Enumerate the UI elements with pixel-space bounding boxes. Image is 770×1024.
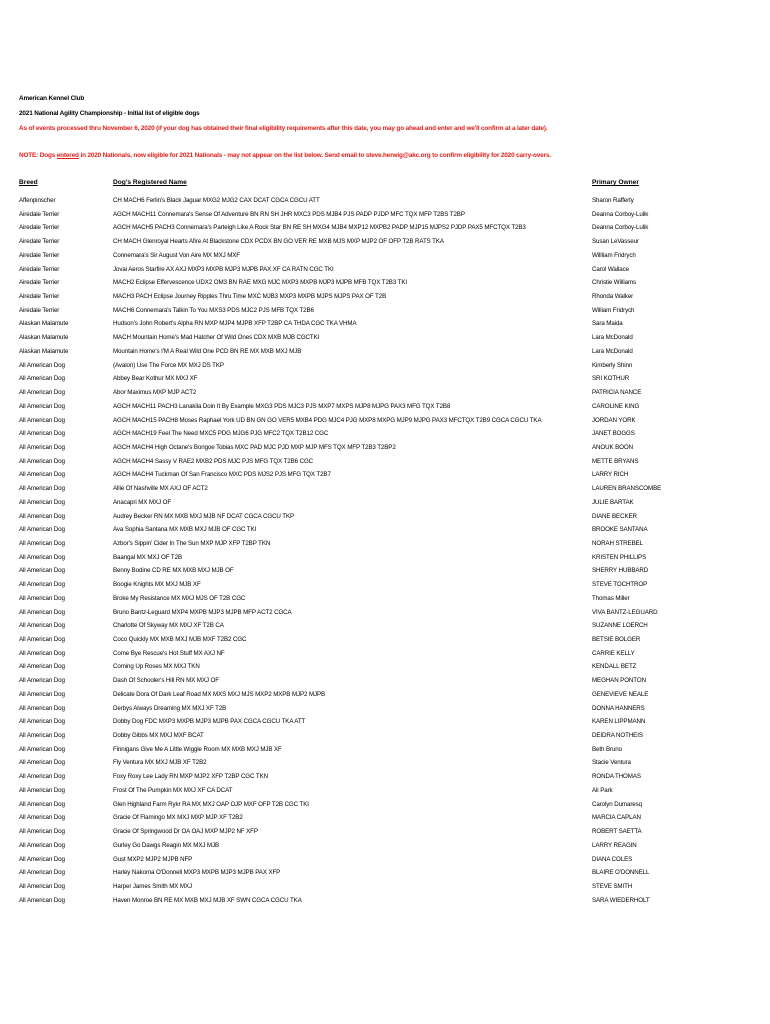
breed-cell: All American Dog [19,581,65,589]
table-row [0,606,770,620]
table-row [0,798,770,812]
owner-cell: SARA WIEDERHOLT [592,896,650,904]
owner-cell: JANET BOGGS [592,430,635,438]
note-underlined: entered [56,152,79,159]
eligible-dogs-table [0,194,770,907]
table-row [0,331,770,345]
breed-cell: Airedale Terrier [19,238,60,246]
processed-note: As of events processed thru November 6, 2020 (if your dog has obtained their final eligibility requirements after this date, you may go ahead and enter and we'll confirm at a later date). [19,125,548,132]
dog-name-cell: MACH2 Eclipse Effervescence UDX2 OM3 BN RAE MXG MJC MXP3 MXPB MJP3 MJPB MFB TQX T2B3 TKI [113,279,408,287]
table-row [0,249,770,263]
dog-name-cell: CH MACH Glenroyal Hearts Afire At Blackstone CDX PCDX BN GO VER RE MXB MJS MXP MJP2 OF OFP T2B RATS TKA [113,238,444,246]
breed-cell: All American Dog [19,361,65,369]
breed-cell: All American Dog [19,704,65,712]
dog-name-cell: Harper James Smith MX MXJ [113,882,192,890]
dog-name-cell: Haven Monroe BN RE MX MXB MXJ MJB XF SWN CGCA CGCU TKA [113,896,302,904]
breed-cell: All American Dog [19,828,65,836]
table-row [0,702,770,716]
breed-cell: All American Dog [19,636,65,643]
dog-name-cell: Hudson's John Robert's Alpha RN MXP MJP4 MJPB XFP T2BP CA THDA CGC TKA VHMA [113,320,357,328]
table-row [0,839,770,853]
owner-cell: STEVE SMITH [592,882,633,890]
owner-cell: Sara Maida [592,320,623,328]
dog-name-cell: MACH6 Connemara's Talkin To You MXS3 PDS MJC2 PJS MFB TQX T2B6 [113,306,314,314]
column-header-breed: Breed [19,179,38,186]
dog-name-cell: Bruno Bantz-Leguard MXP4 MXPB MJP3 MJPB MFP ACT2 CGCA [113,608,292,616]
table-row [0,825,770,839]
table-row [0,208,770,222]
breed-cell: All American Dog [19,869,65,877]
owner-cell: KAREN LIPPMANN [592,718,646,726]
dog-name-cell: Broke My Resistance MX MXJ MJS OF T2B CGC [113,594,246,602]
table-row [0,386,770,400]
table-row [0,400,770,414]
table-row [0,551,770,565]
dog-name-cell: Connemara's Sir August Von Aire MX MXJ MXF [113,251,240,259]
table-row [0,674,770,688]
breed-cell: All American Dog [19,539,65,547]
dog-name-cell: AGCH MACH4 Sassy V RAE2 MXB2 PDS MJC PJS MFG TQX T2B6 CGC [113,457,314,465]
owner-cell: Kimberly Shinn [592,361,633,369]
breed-cell: All American Dog [19,896,65,904]
dog-name-cell: Boogie Knights MX MXJ MJB XF [113,581,201,589]
owner-cell: Willliam Fridrych [592,251,636,259]
dog-name-cell: Dobby Gibbs MX MXJ MXF BCAT [113,732,204,740]
dog-name-cell: Jovai Aeros Starfire AX AXJ MXP3 MXPB MJP3 MJPB PAX XF CA RATN CGC TKI [113,265,334,273]
table-row [0,770,770,784]
table-row [0,359,770,373]
owner-cell: LARRY RICH [592,471,629,479]
dog-name-cell: AGCH MACH15 PACH8 Moses Raphael York UD BN GN GO VER5 MXB4 PDG MJC4 PJG MXP8 MXPG MJP9 MJPG PAX3 MFCTQX T2B9 CGCA CGCU TKA [113,416,542,424]
breed-cell: Airedale Terrier [19,306,60,314]
owner-cell: VIVA BANTZ-LEGUARD [592,608,658,616]
owner-cell: Susan LeVasseur [592,238,639,246]
dog-name-cell: CH MACH6 Ferlin's Black Jaguar MXG2 MJG2 CAX DCAT CGCA CGCU ATT [113,197,320,204]
dog-name-cell: Gurley Go Dawgs Reagin MX MXJ MJB [113,841,220,849]
owner-cell: MEGHAN PONTON [592,677,646,685]
breed-cell: All American Dog [19,649,65,657]
owner-cell: CAROLINE KING [592,402,640,410]
breed-cell: All American Dog [19,759,65,767]
column-header-primary-owner: Primary Owner [592,179,639,186]
owner-cell: JORDAN YORK [592,416,636,424]
breed-cell: All American Dog [19,814,65,822]
dog-name-cell: Glen Highland Farm Rykr RA MX MXJ OAP OJP MXF OFP T2B CGC TKI [113,800,309,808]
owner-cell: Sharon Rafferty [592,197,634,204]
note-prefix: NOTE: Dogs [19,152,57,159]
owner-cell: DIANA COLES [592,855,633,863]
table-row [0,633,770,647]
table-row [0,866,770,880]
table-row [0,372,770,386]
dog-name-cell: Foxy Roxy Lee Lady RN MXP MJP2 XFP T2BP CGC TKN [113,773,268,781]
breed-cell: All American Dog [19,567,65,575]
breed-cell: Airedale Terrier [19,251,60,259]
table-row [0,482,770,496]
owner-cell: Thomas Miller [592,594,630,602]
table-row [0,317,770,331]
table-row [0,592,770,606]
breed-cell: All American Dog [19,732,65,740]
dog-name-cell: AGCH MACH4 High Octane's Bongoe Tobias MXC PAD MJC PJD MXP MJP MFS TQX MFP T2B3 T2BP2 [113,443,396,451]
owner-cell: LAUREN BRANSCOMBE [592,485,662,493]
table-row [0,894,770,908]
owner-cell: KRISTEN PHILLIPS [592,553,647,561]
owner-cell: Carol Wallace [592,265,629,273]
owner-cell: METTE BRYANS [592,457,639,465]
table-row [0,235,770,249]
table-row [0,290,770,304]
breed-cell: All American Dog [19,677,65,685]
breed-cell: All American Dog [19,663,65,671]
dog-name-cell: AGCH MACH5 PACH3 Connemara's Parteigh Like A Rock Star BN RE SH MXG4 MJB4 MXP12 MXPB2 PADP MJP15 MJPS2 PJDP PAX5 MFCTQX T2B3 [113,224,526,232]
breed-cell: All American Dog [19,800,65,808]
table-row [0,743,770,757]
dog-name-cell: Ava Sophia Santana MX MXB MXJ MJB OF CGC TKI [113,526,257,534]
dog-name-cell: Benny Bodine CD RE MX MXB MXJ MJB OF [113,567,234,575]
dog-name-cell: MACH3 PACH Eclipse Journey Ripples Thru Time MXC MJB3 MXP3 MXPB MJPS MJPS PAX OF T2B [113,293,387,301]
dog-name-cell: Gracie Of Flamingo MX MXJ MXP MJP XF T2B2 [113,814,243,822]
table-row [0,221,770,235]
breed-cell: All American Dog [19,841,65,849]
dog-name-cell: Coming Up Roses MX MXJ TKN [113,663,200,671]
owner-cell: DEIDRA NOTHEIS [592,732,643,740]
dog-name-cell: Baangal MX MXJ OF T2B [113,553,182,561]
breed-cell: All American Dog [19,471,65,479]
table-row [0,276,770,290]
breed-cell: All American Dog [19,855,65,863]
table-row [0,414,770,428]
owner-cell: BLAIRE O'DONNELL [592,869,650,877]
owner-cell: SRI KOTHUR [592,375,630,383]
owner-cell: JULIE BARTAK [592,498,634,506]
owner-cell: GENEVIEVE NEALE [592,690,649,698]
dog-name-cell: (Avalon) Use The Force MX MXJ DS TKP [113,361,224,369]
dog-name-cell: AGCH MACH11 PACH3 Lanakila Doin It By Example MXG3 PDS MJC3 PJS MXP7 MXPS MJP8 MJPG PAX3 MFG TQX T2B8 [113,402,451,410]
breed-cell: All American Dog [19,608,65,616]
dog-name-cell: Derbys Always Dreaming MX MXJ XF T2B [113,704,227,712]
breed-cell: All American Dog [19,594,65,602]
dog-name-cell: Frost Of The Pumpkin MX MXJ XF CA DCAT [113,786,233,794]
dog-name-cell: Dash Of Schooler's Hill RN MX MXJ OF [113,677,219,685]
owner-cell: Deanna Corboy-Lulik [592,210,649,218]
dog-name-cell: Fly Ventura MX MXJ MJB XF T2B2 [113,759,207,767]
breed-cell: Alaskan Malamute [19,334,69,342]
table-row [0,660,770,674]
owner-cell: DIANE BECKER [592,512,637,520]
breed-cell: All American Dog [19,553,65,561]
dog-name-cell: Harley Nakoma O'Donnell MXP3 MXPB MJP3 MJPB PAX XFP [113,869,281,877]
breed-cell: All American Dog [19,498,65,506]
table-row [0,564,770,578]
table-row [0,756,770,770]
dog-name-cell: Dobby Dog FDC MXP3 MXPB MJP3 MJPB PAX CGCA CGCU TKA ATT [113,718,306,726]
table-row [0,619,770,633]
dog-name-cell: Delicate Dora Of Dark Leaf Road MX MXS MXJ MJS MXP2 MXPB MJP2 MJPB [113,690,326,698]
table-row [0,194,770,208]
dog-name-cell: Abor Maximus MXP MJP ACT2 [113,389,197,397]
breed-cell: Airedale Terrier [19,279,60,287]
dog-name-cell: Finnigans Give Me A Little Wiggle Room MX MXB MXJ MJB XF [113,745,282,753]
owner-cell: Beth Bruno [592,745,622,753]
column-header-dog-name: Dog's Registered Name [113,179,187,186]
breed-cell: All American Dog [19,430,65,438]
table-row [0,853,770,867]
owner-cell: Christie Williams [592,279,637,287]
breed-cell: All American Dog [19,690,65,698]
carryover-note [19,152,551,159]
owner-cell: CARRIE KELLY [592,649,635,657]
dog-name-cell: Gracie Of Springwood Dr OA OAJ MXP MJP2 NF XFP [113,828,258,836]
table-row [0,715,770,729]
table-row [0,880,770,894]
breed-cell: All American Dog [19,402,65,410]
owner-cell: SUZANNE LOERCH [592,622,648,630]
owner-cell: RONDA THOMAS [592,773,641,781]
breed-cell: All American Dog [19,773,65,781]
breed-cell: Alaskan Malamute [19,347,69,355]
table-row [0,441,770,455]
owner-cell: BETSIE BOLGER [592,636,641,643]
breed-cell: Affenpinscher [19,197,56,204]
owner-cell: NORAH STREBEL [592,539,643,547]
owner-cell: ANOUK BOON [592,443,633,451]
owner-cell: LARRY REAGIN [592,841,637,849]
owner-cell: KENDALL BETZ [592,663,637,671]
table-row [0,304,770,318]
table-row [0,345,770,359]
breed-cell: All American Dog [19,457,65,465]
owner-cell: Ali Park [592,786,613,794]
table-row [0,647,770,661]
breed-cell: All American Dog [19,375,65,383]
table-row [0,523,770,537]
owner-cell: MARCIA CAPLAN [592,814,641,822]
breed-cell: All American Dog [19,718,65,726]
breed-cell: All American Dog [19,622,65,630]
owner-cell: Stacie Ventura [592,759,631,767]
club-name: American Kennel Club [19,95,85,102]
owner-cell: Deanna Corboy-Lulik [592,224,649,232]
breed-cell: All American Dog [19,416,65,424]
dog-name-cell: Come Bye Rescue's Hot Stuff MX AXJ NF [113,649,225,657]
table-row [0,427,770,441]
breed-cell: All American Dog [19,485,65,493]
owner-cell: BROOKE SANTANA [592,526,648,534]
dog-name-cell: AGCH MACH19 Feel The Need MXC5 PDG MJG6 PJG MFC2 TQX T2B12 CGC [113,430,329,438]
dog-name-cell: Azbor's Sippin' Cider In The Sun MXP MJP XFP T2BP TKN [113,539,271,547]
table-row [0,496,770,510]
breed-cell: Airedale Terrier [19,293,60,301]
dog-name-cell: MACH Mountain Home's Mad Hatcher Of Wild Ones CDX MXB MJB CGCTKI [113,334,320,342]
dog-name-cell: Charlotte Of Skyway MX MXJ XF T2B CA [113,622,224,630]
breed-cell: All American Dog [19,526,65,534]
table-row [0,455,770,469]
dog-name-cell: Anacapri MX MXJ OF [113,498,172,506]
owner-cell: Carolyn Dumaresq [592,800,642,808]
breed-cell: All American Dog [19,745,65,753]
breed-cell: All American Dog [19,443,65,451]
breed-cell: All American Dog [19,512,65,520]
breed-cell: Airedale Terrier [19,265,60,273]
breed-cell: Airedale Terrier [19,210,60,218]
breed-cell: All American Dog [19,389,65,397]
dog-name-cell: Coco Quickly MX MXB MXJ MJB MXF T2B2 CGC [113,636,247,643]
owner-cell: Lara McDonald [592,347,633,355]
owner-cell: SHERRY HUBBARD [592,567,649,575]
dog-name-cell: Gust MXP2 MJP2 MJPB NFP [113,855,193,863]
table-row [0,811,770,825]
dog-name-cell: Abbey Bear Kothur MX MXJ XF [113,375,198,383]
owner-cell: William Fridrych [592,306,635,314]
owner-cell: STEVE TOCHTROP [592,581,648,589]
table-row [0,578,770,592]
note-suffix: in 2020 Nationals, now eligible for 2021 Nationals - may not appear on the list below. Send email to steve.herwig@akc.org to confirm eligibility for 2020 carry-overs. [78,152,551,159]
owner-cell: Rhonda Walker [592,293,634,301]
breed-cell: All American Dog [19,882,65,890]
owner-cell: ROBERT SAETTA [592,828,642,836]
dog-name-cell: Mountain Home's I'M A Real Wild One PCD BN RE MX MXB MXJ MJB [113,347,302,355]
table-row [0,784,770,798]
table-row [0,468,770,482]
breed-cell: Airedale Terrier [19,224,60,232]
dog-name-cell: Allie Of Nashville MX AXJ OF ACT2 [113,485,208,493]
dog-name-cell: Audrey Becker RN MX MXB MXJ MJB NF DCAT CGCA CGCU TKP [113,512,295,520]
owner-cell: Lara McDonald [592,334,633,342]
breed-cell: All American Dog [19,786,65,794]
table-row [0,688,770,702]
owner-cell: DONNA HANNERS [592,704,645,712]
breed-cell: Alaskan Malamute [19,320,69,328]
table-row [0,537,770,551]
table-row [0,510,770,524]
owner-cell: PATRICIA NANCE [592,389,642,397]
table-row [0,263,770,277]
dog-name-cell: AGCH MACH11 Connemara's Sense Of Adventure BN RN SH JHR MXC3 PDS MJB4 PJS PADP PJDP MFC TQX MFP T2BS T2BP [113,210,465,218]
table-row [0,729,770,743]
dog-name-cell: AGCH MACH4 Tuckman Of San Francisco MXC PDS MJS2 PJS MFG TQX T2B7 [113,471,331,479]
document-title: 2021 National Agility Championship - Initial list of eligible dogs [19,110,200,117]
